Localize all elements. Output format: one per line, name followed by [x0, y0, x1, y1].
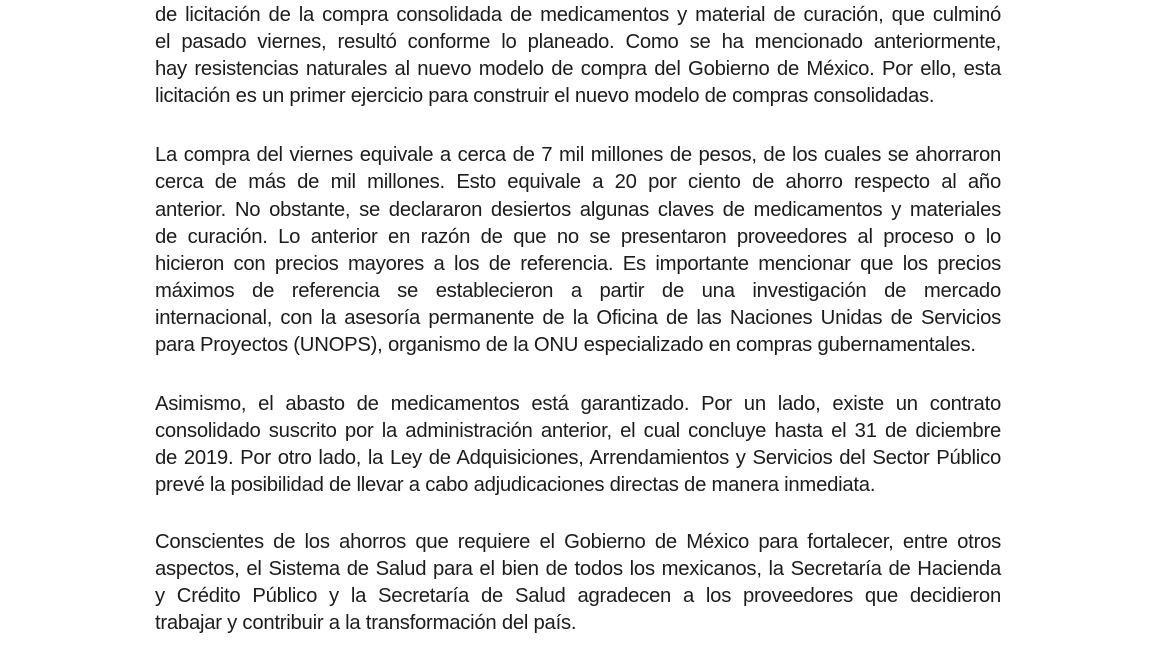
text-line: de curación. Lo anterior en razón de que no se presentaron proveedores al proceso o lo	[155, 225, 1001, 248]
text-line: hay resistencias naturales al nuevo modelo de compra del Gobierno de México. Por ello, esta	[155, 58, 1001, 81]
text-line: y Crédito Público y la Secretaría de Salud agradecen a los proveedores que decidieron	[155, 584, 1001, 607]
paragraph-spacer	[155, 110, 1001, 142]
text-line: de 2019. Por otro lado, la Ley de Adquisiciones, Arrendamientos y Servicios del Sector Público	[155, 447, 1001, 470]
text-line: Conscientes de los ahorros que requiere el Gobierno de México para fortalecer, entre otros	[155, 530, 1001, 553]
text-line: de licitación de la compra consolidada de medicamentos y material de curación, que culminó	[155, 4, 1001, 26]
text-line: trabajar y contribuir a la transformación del país.	[155, 611, 577, 634]
text-line: cerca de más de mil millones. Esto equivale a 20 por ciento de ahorro respecto al año	[155, 171, 1001, 194]
paragraph-ahorro	[155, 142, 1001, 359]
paragraph-licitacion	[155, 2, 1001, 110]
text-line: La compra del viernes equivale a cerca de 7 mil millones de pesos, de los cuales se ahorraron	[155, 144, 1001, 167]
paragraph-agradecimiento	[155, 529, 1001, 637]
paragraph-spacer	[155, 359, 1001, 391]
text-line: anterior. No obstante, se declararon desiertos algunas claves de medicamentos y materiales	[155, 198, 1001, 221]
text-line: para Proyectos (UNOPS), organismo de la ONU especializado en compras gubernamentales.	[155, 334, 976, 357]
text-line: consolidado suscrito por la administración anterior, el cual concluye hasta el 31 de diciembre	[155, 420, 1001, 443]
paragraph-abasto	[155, 391, 1001, 499]
text-line: aspectos, el Sistema de Salud para el bien de todos los mexicanos, la Secretaría de Hacienda	[155, 557, 1001, 580]
text-line: máximos de referencia se establecieron a partir de una investigación de mercado	[155, 279, 1001, 302]
text-line: prevé la posibilidad de llevar a cabo adjudicaciones directas de manera inmediata.	[155, 474, 876, 497]
text-line: Asimismo, el abasto de medicamentos está garantizado. Por un lado, existe un contrato	[155, 393, 1001, 416]
document-page	[155, 2, 1001, 637]
paragraph-spacer	[155, 500, 1001, 529]
text-line: internacional, con la asesoría permanente de la Oficina de las Naciones Unidas de Servicios	[155, 306, 1001, 329]
text-line: hicieron con precios mayores a los de referencia. Es importante mencionar que los precios	[155, 252, 1001, 275]
text-line: el pasado viernes, resultó conforme lo planeado. Como se ha mencionado anteriormente,	[155, 31, 1001, 54]
text-line: licitación es un primer ejercicio para construir el nuevo modelo de compras consolidadas.	[155, 85, 935, 108]
